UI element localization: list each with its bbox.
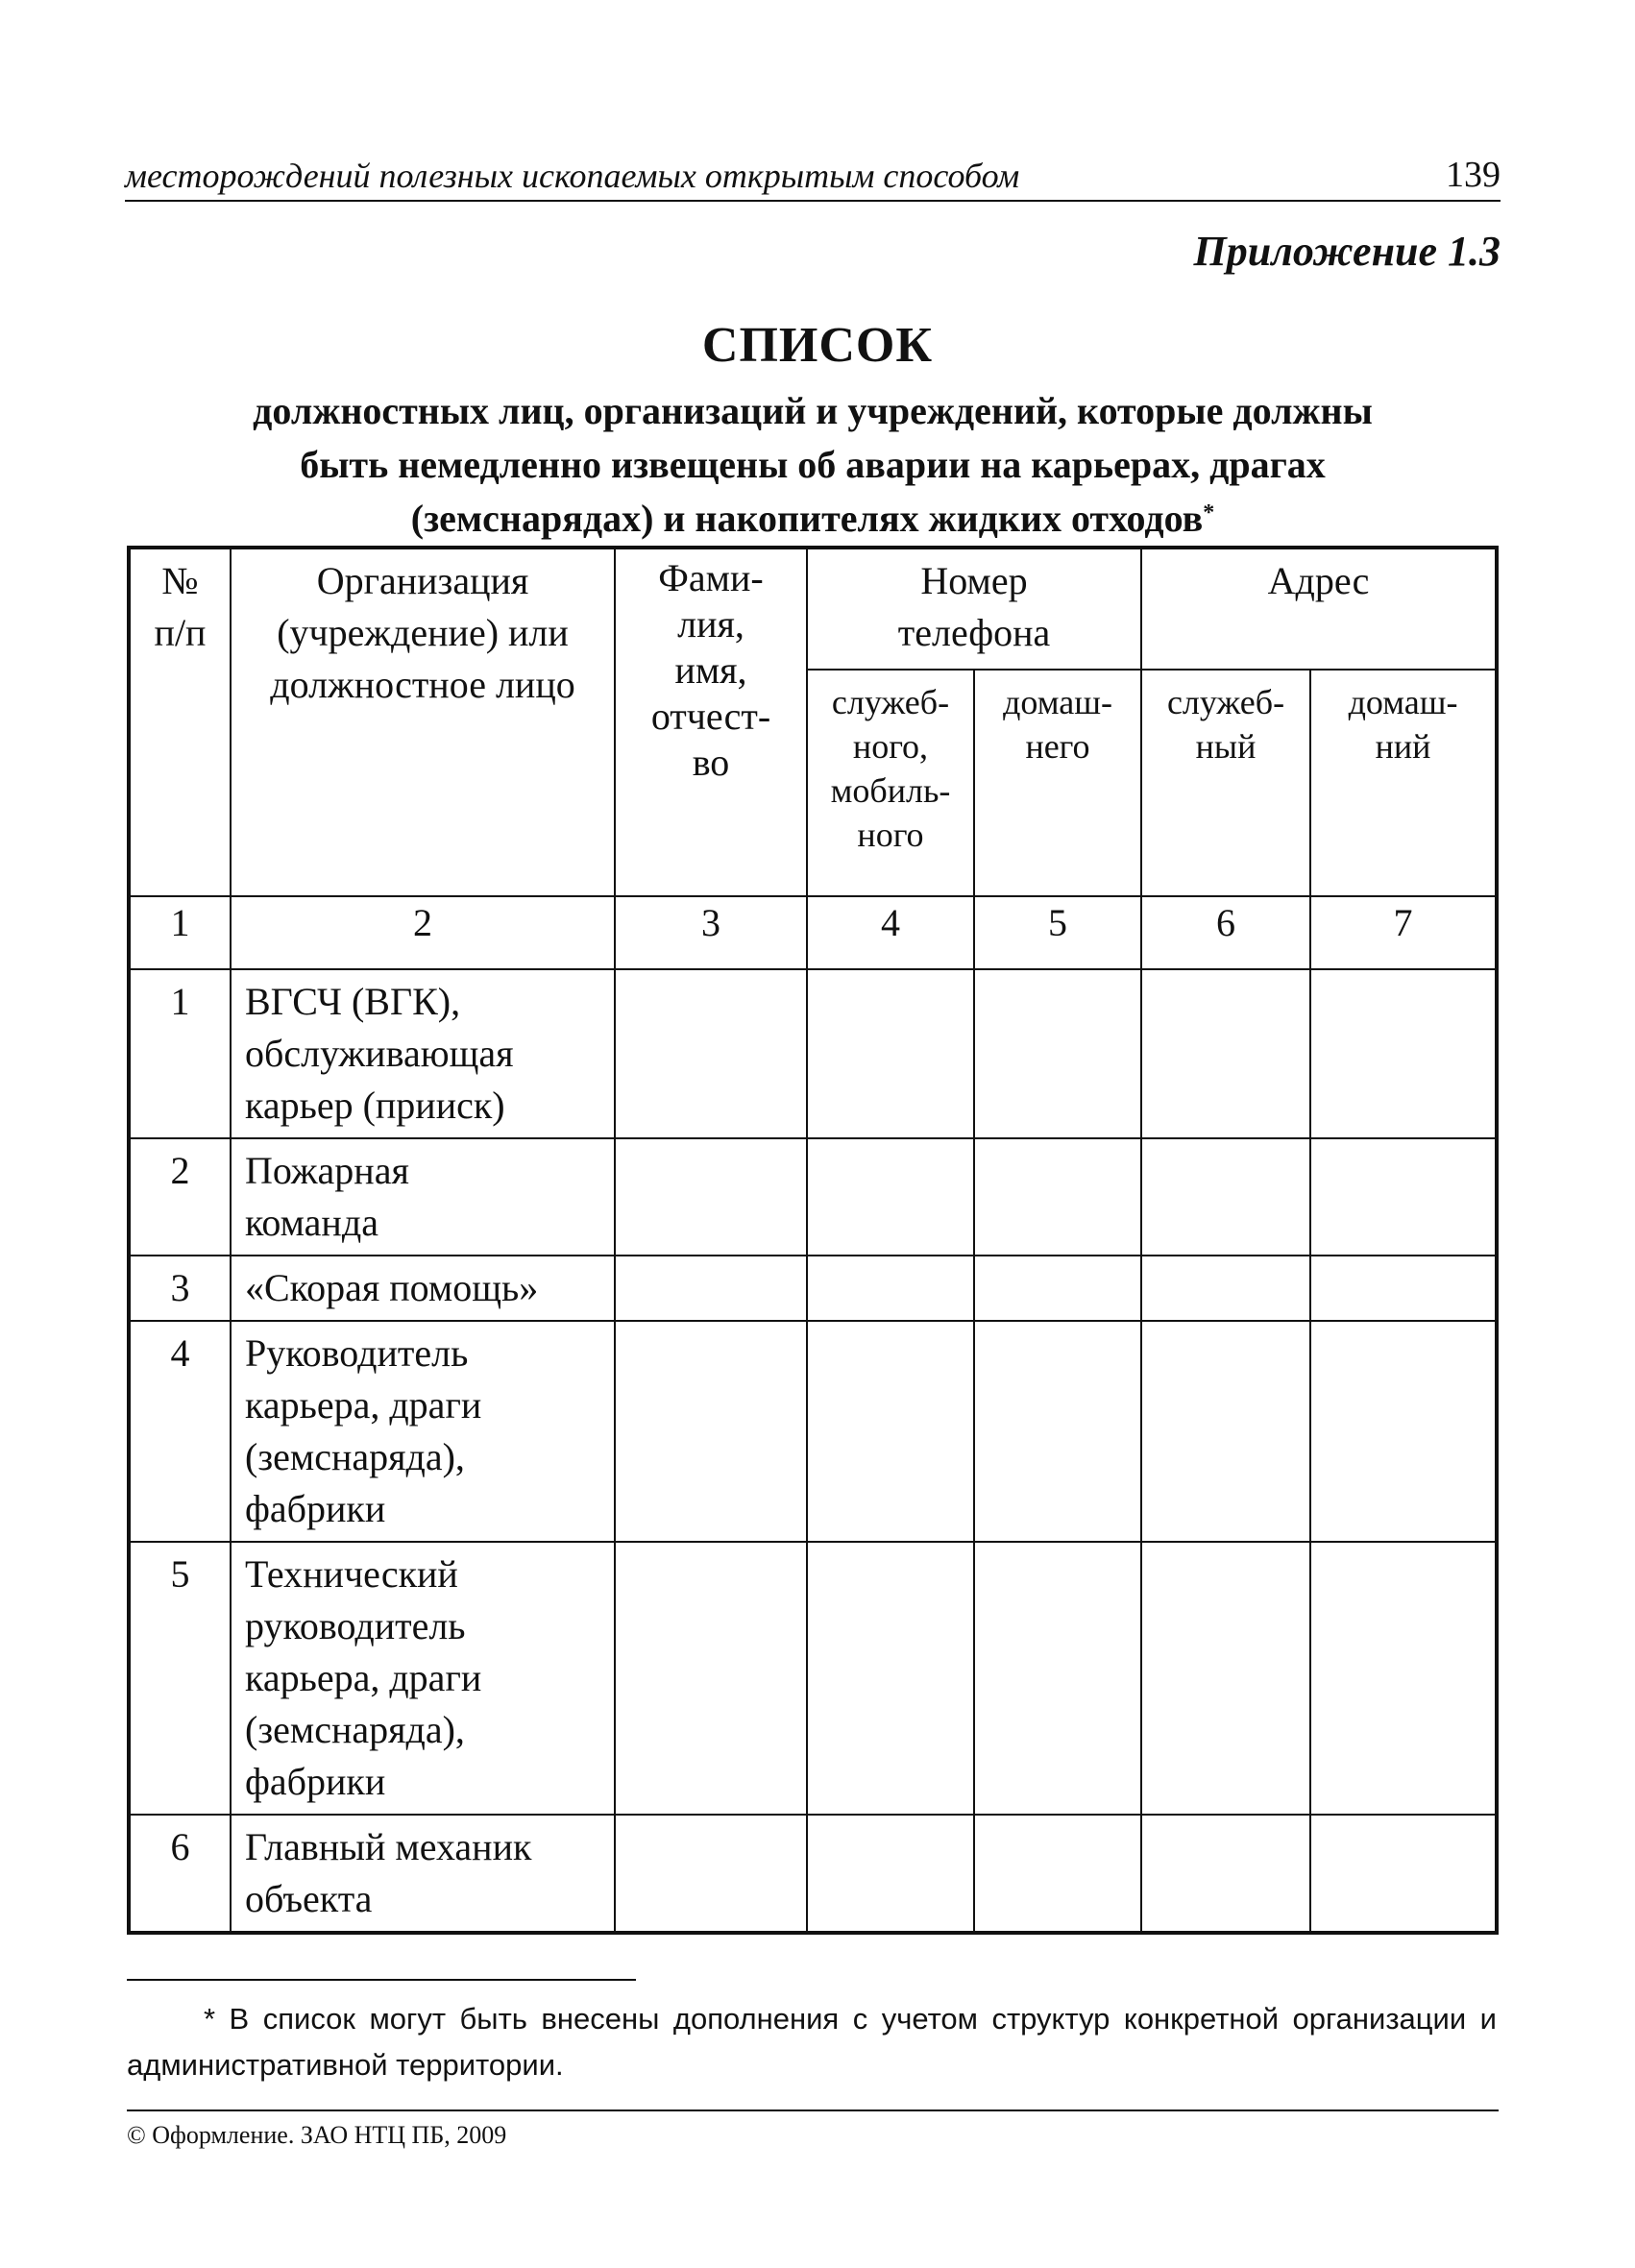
row-number: 5 — [129, 1542, 231, 1815]
row-name-cell — [615, 1256, 807, 1321]
row-address-home-cell — [1310, 1321, 1497, 1542]
row-address-work-cell — [1141, 1138, 1310, 1256]
subtitle-line — [125, 492, 1501, 546]
footnote-mark: * — [1203, 500, 1215, 525]
row-name-cell — [615, 1542, 807, 1815]
row-phone-work-cell — [807, 969, 974, 1138]
row-address-home-cell — [1310, 1256, 1497, 1321]
row-name-cell — [615, 1321, 807, 1542]
column-number: 4 — [807, 896, 974, 969]
row-number: 6 — [129, 1815, 231, 1933]
header-address-work: служеб- ный — [1141, 670, 1310, 896]
row-phone-work-cell — [807, 1542, 974, 1815]
row-address-work-cell — [1141, 1542, 1310, 1815]
copyright-notice: © Оформление. ЗАО НТЦ ПБ, 2009 — [127, 2121, 507, 2149]
header-address: Адрес — [1141, 548, 1497, 670]
subtitle-line: быть немедленно извещены об аварии на карьерах, драгах — [300, 443, 1326, 486]
row-phone-work-cell — [807, 1138, 974, 1256]
footnote: * В список могут быть внесены дополнения с учетом структур конкретной организации и административной территории. — [127, 2002, 1497, 2082]
row-organization: Главный механик объекта — [231, 1815, 615, 1933]
running-header — [125, 146, 1501, 202]
table-row — [129, 969, 1497, 1138]
table-row — [129, 1321, 1497, 1542]
subtitle-line-text: (земснарядах) и накопителях жидких отходов — [410, 497, 1204, 540]
row-address-work-cell — [1141, 1256, 1310, 1321]
row-address-home-cell — [1310, 1815, 1497, 1933]
column-number: 3 — [615, 896, 807, 969]
row-organization: Технический руководитель карьера, драги (земснаряда), фабрики — [231, 1542, 615, 1815]
row-phone-home-cell — [974, 1138, 1141, 1256]
row-address-work-cell — [1141, 969, 1310, 1138]
column-number: 7 — [1310, 896, 1497, 969]
row-address-home-cell — [1310, 969, 1497, 1138]
header-phone-home: домаш- него — [974, 670, 1141, 896]
header-row-1 — [129, 548, 1497, 670]
row-number: 4 — [129, 1321, 231, 1542]
page-number: 139 — [1446, 155, 1501, 195]
header-phone-work: служеб- ного, мобиль- ного — [807, 670, 974, 896]
row-name-cell — [615, 1815, 807, 1933]
header-address-home: домаш- ний — [1310, 670, 1497, 896]
row-address-home-cell — [1310, 1542, 1497, 1815]
table-row — [129, 1256, 1497, 1321]
column-number: 6 — [1141, 896, 1310, 969]
row-phone-work-cell — [807, 1321, 974, 1542]
appendix-label: Приложение 1.3 — [1193, 228, 1501, 275]
table-row — [129, 1542, 1497, 1815]
row-organization: «Скорая помощь» — [231, 1256, 615, 1321]
header-full-name: Фами- лия, имя, отчест- во — [615, 548, 807, 896]
bottom-divider — [127, 2109, 1499, 2111]
running-title: месторождений полезных ископаемых открытым способом — [125, 157, 1020, 195]
row-number: 1 — [129, 969, 231, 1138]
row-name-cell — [615, 1138, 807, 1256]
row-organization: ВГСЧ (ВГК), обслуживающая карьер (прииск) — [231, 969, 615, 1138]
document-title: СПИСОК — [701, 318, 934, 373]
row-number: 3 — [129, 1256, 231, 1321]
row-phone-home-cell — [974, 969, 1141, 1138]
row-organization: Пожарная команда — [231, 1138, 615, 1256]
document-subtitle — [125, 384, 1501, 546]
header-organization: Организация (учреждение) или должностное лицо — [231, 548, 615, 896]
row-name-cell — [615, 969, 807, 1138]
header-num: № п/п — [129, 548, 231, 896]
row-phone-home-cell — [974, 1321, 1141, 1542]
column-number: 2 — [231, 896, 615, 969]
row-phone-home-cell — [974, 1815, 1141, 1933]
footnote-divider — [127, 1979, 636, 1981]
row-phone-work-cell — [807, 1256, 974, 1321]
row-address-work-cell — [1141, 1321, 1310, 1542]
column-number: 1 — [129, 896, 231, 969]
header-phone: Номер телефона — [807, 548, 1141, 670]
column-number-row — [129, 896, 1497, 969]
contacts-table — [127, 546, 1499, 1935]
row-number: 2 — [129, 1138, 231, 1256]
column-number: 5 — [974, 896, 1141, 969]
subtitle-line: должностных лиц, организаций и учреждений, которые должны — [253, 389, 1373, 432]
row-organization: Руководитель карьера, драги (земснаряда), фабрики — [231, 1321, 615, 1542]
row-address-home-cell — [1310, 1138, 1497, 1256]
table-row — [129, 1138, 1497, 1256]
row-phone-work-cell — [807, 1815, 974, 1933]
row-address-work-cell — [1141, 1815, 1310, 1933]
row-phone-home-cell — [974, 1542, 1141, 1815]
row-phone-home-cell — [974, 1256, 1141, 1321]
table-row — [129, 1815, 1497, 1933]
